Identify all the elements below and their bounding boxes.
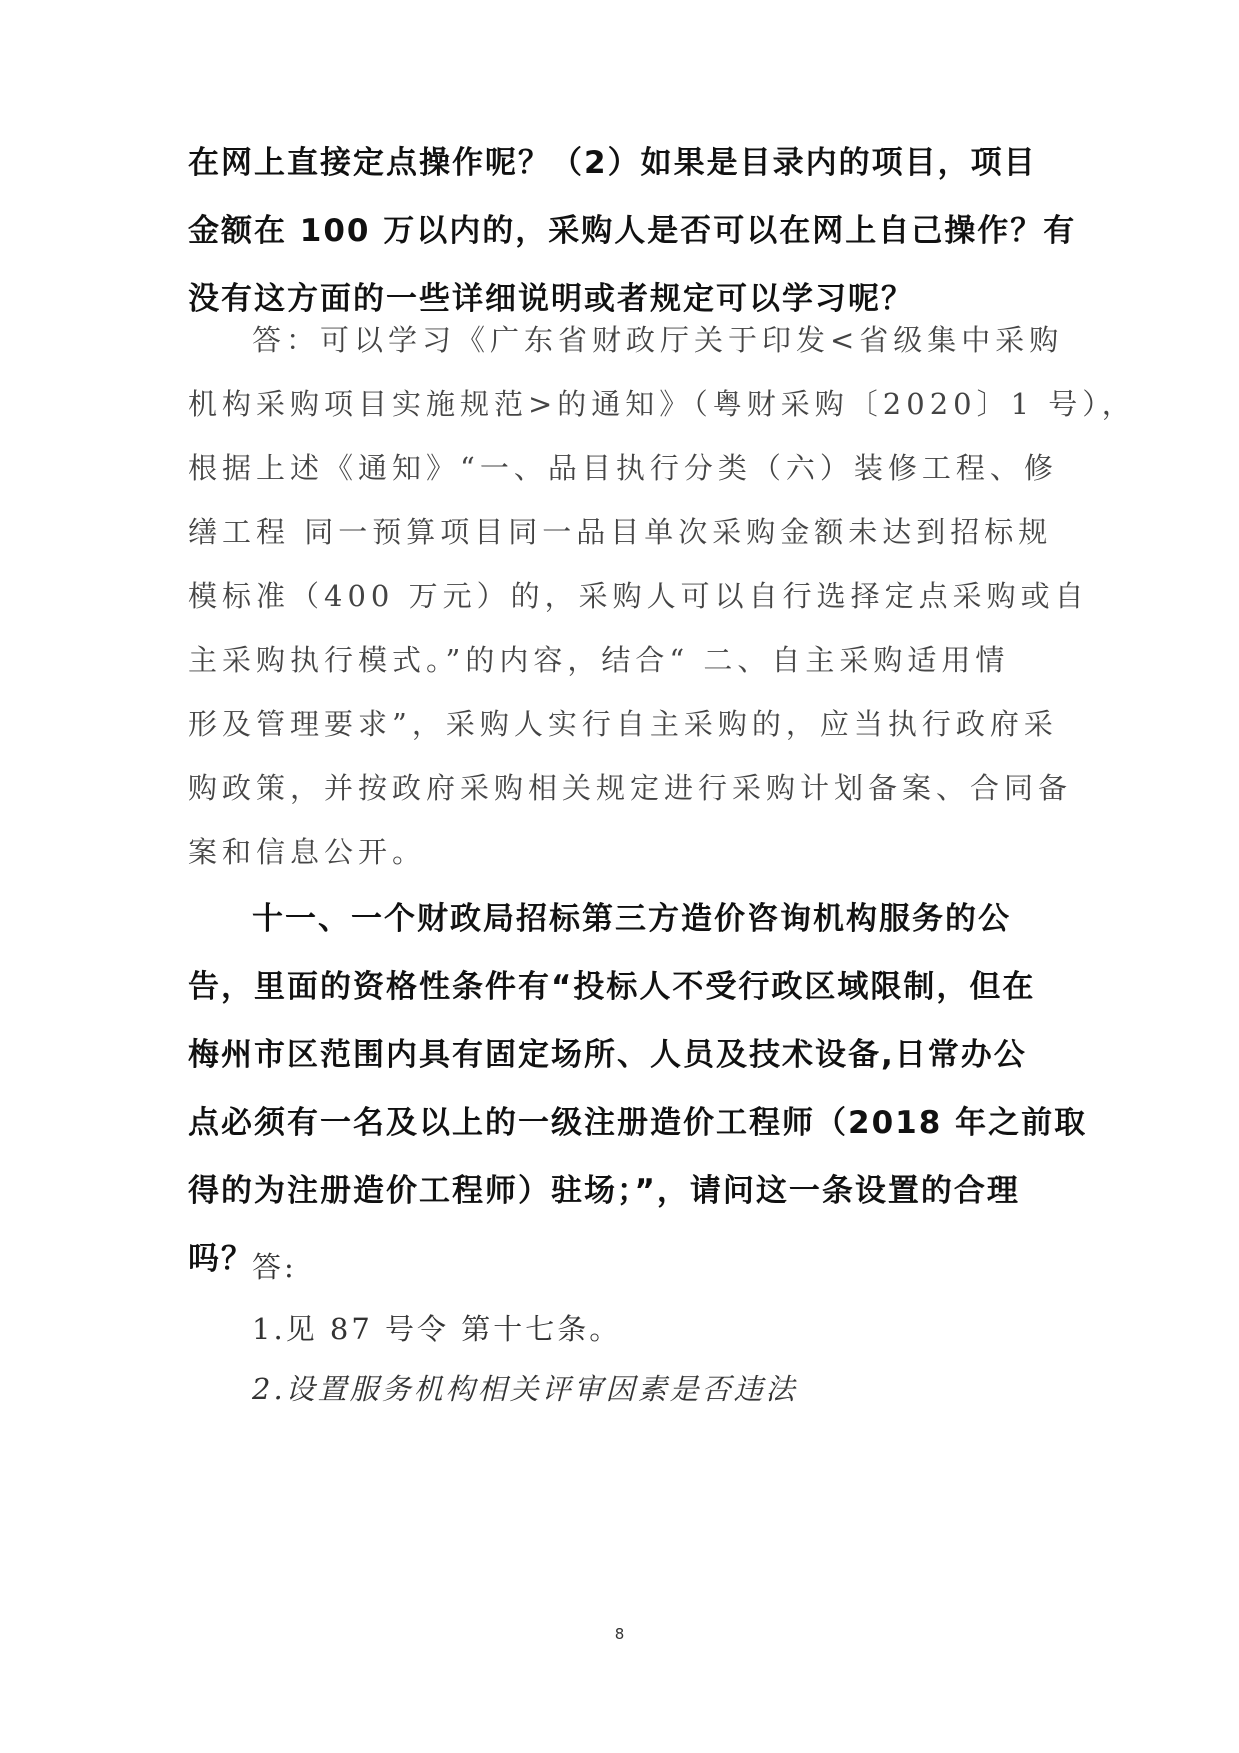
text-line: 机构采购项目实施规范>的通知》（粤财采购〔2020〕1 号）， — [188, 387, 1136, 421]
text-line: 吗？ — [188, 1241, 254, 1277]
text-line: 形及管理要求”，采购人实行自主采购的，应当执行政府采 — [188, 707, 1058, 741]
text-line: 主采购执行模式。”的内容，结合“ 二、自主采购适用情 — [188, 643, 1010, 677]
text-line: 金额在 100 万以内的，采购人是否可以在网上自己操作？有 — [188, 213, 1077, 249]
answer-label: 答: — [252, 1250, 297, 1284]
text-line: 购政策，并按政府采购相关规定进行采购计划备案、合同备 — [188, 771, 1073, 805]
answer-paragraph — [188, 308, 1136, 884]
text-line: 缮工程 同一预算项目同一品目单次采购金额未达到招标规 — [188, 515, 1053, 549]
question-continuation — [188, 129, 1077, 333]
text-line: 得的为注册造价工程师）驻场；”，请问这一条设置的合理 — [188, 1173, 1020, 1209]
text-line: 案和信息公开。 — [188, 835, 427, 869]
text-line: 告，里面的资格性条件有“投标人不受行政区域限制，但在 — [188, 969, 1036, 1005]
text-line: 在网上直接定点操作呢？（2）如果是目录内的项目，项目 — [188, 145, 1037, 181]
text-line: 梅州市区范围内具有固定场所、人员及技术设备,日常办公 — [188, 1037, 1027, 1073]
text-line: 模标准（400 万元）的，采购人可以自行选择定点采购或自 — [188, 579, 1089, 613]
page-number: 8 — [614, 1625, 625, 1643]
text-line: 十一、一个财政局招标第三方造价咨询机构服务的公 — [252, 901, 1011, 937]
text-line: 答：可以学习《广东省财政厅关于印发<省级集中采购 — [252, 323, 1064, 357]
text-line: 根据上述《通知》“一、品目执行分类（六）装修工程、修 — [188, 451, 1058, 485]
answer-item-1: 1.见 87 号令 第十七条。 — [252, 1312, 622, 1346]
answer-item-2: 2.设置服务机构相关评审因素是否违法 — [252, 1372, 798, 1406]
text-line: 点必须有一名及以上的一级注册造价工程师（2018 年之前取 — [188, 1105, 1088, 1141]
text-line: 没有这方面的一些详细说明或者规定可以学习呢？ — [188, 281, 914, 317]
question-eleven — [188, 885, 1088, 1293]
